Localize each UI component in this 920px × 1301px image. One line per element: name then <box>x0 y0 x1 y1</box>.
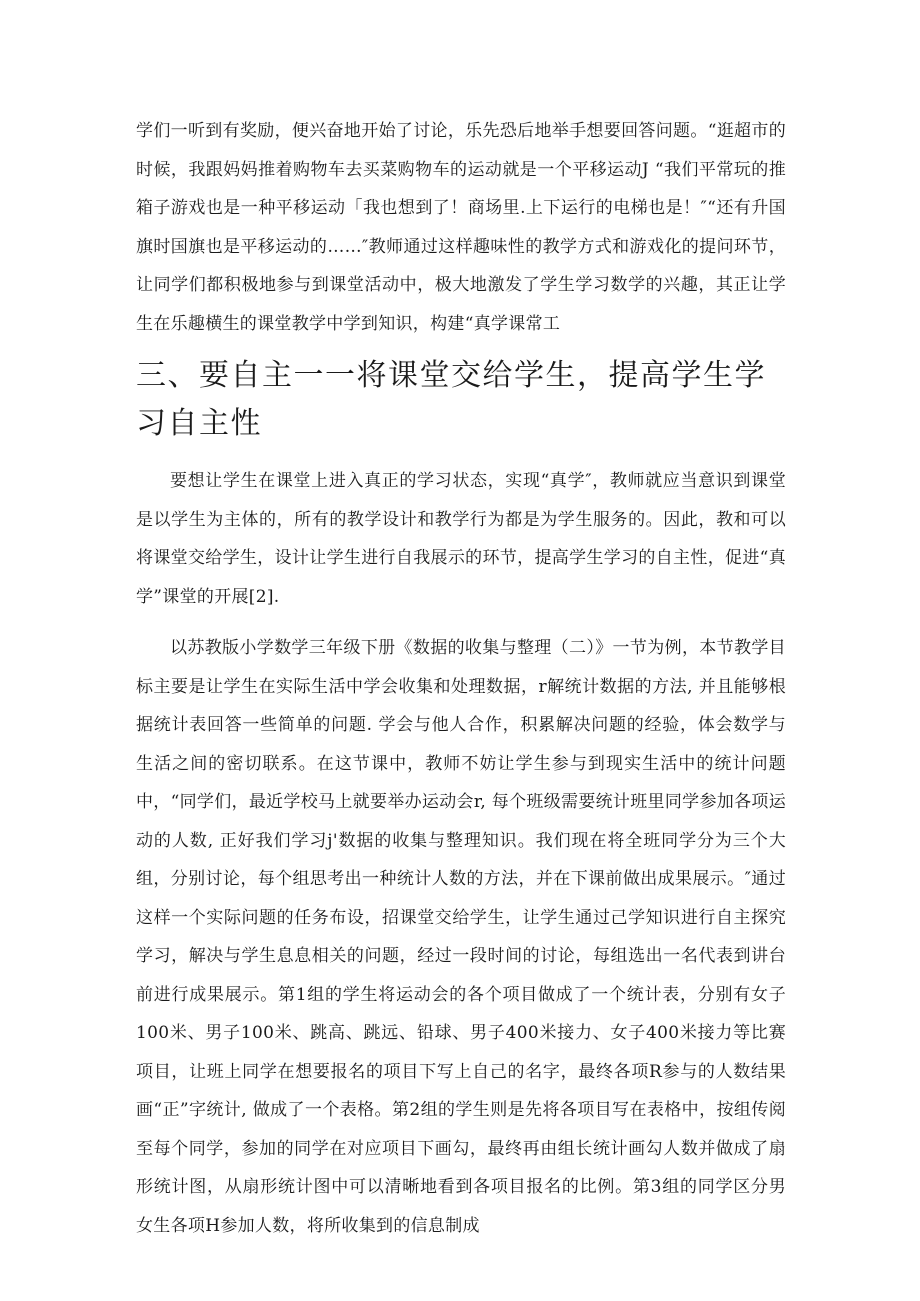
paragraph-body: 要想让学生在课堂上进入真正的学习状态，实现“真学″，教师就应当意识到课堂是以学生为主体的，所有的教学设计和教学行为都是为学生服务的。因此，教和可以将课堂交给学生，设计让学生进行自我展示的环节，提高学生学习的自主性，促进“真学”课堂的开展[2]. <box>136 471 786 607</box>
paragraph-continuation: 学们一听到有奖励，便兴奋地开始了讨论，乐先恐后地举手想要回答问题。“逛超市的时候，我跟妈妈推着购物车去买菜购物车的运动就是一个平移运动J “我们平常玩的推箱子游戏也是一种平移运动「我也想到了！商场里.上下运行的电梯也是！″“还有升国旗时国旗也是平移运动的……″教师通过这样趣味性的教学方式和游戏化的提问环节，让同学们都积极地参与到课堂活动中，极大地激发了学生学习数学的兴趣，其正让学生在乐趣横生的课堂教学中学到知识，构建“真学课常工 <box>136 121 786 334</box>
section-heading: 三、要自主一一将课堂交给学生，提高学生学习自主性 <box>136 358 766 441</box>
paragraph-example: 以苏教版小学数学三年级下册《数据的收集与整理（二）》一节为例，本节教学目标主要是让学生在实际生活中学会收集和处理数据，r解统计数据的方法, 并且能够根据统计表回答一些简单的问题. 学会与他人合作，积累解决问题的经验，体会数学与生活之间的密切联系。在这节课中，教师不妨让学生参与到现实生活中的统计问题中，“同学们，最近学校马上就要举办运动会r, 每个班级需要统计班里同学参加各项运动的人数, 正好我们学习j'数据的收集与整理知识。我们现在将全班同学分为三个大组，分别讨论，每个组思考出一种统计人数的方法，并在下课前做出成果展示。″通过这样一个实际问题的任务布设，招课堂交给学生，让学生通过己学知识进行自主探究学习，解决与学生息息相关的问题，经过一段时间的讨论，每组选出一名代表到讲台前进行成果展示。第1组的学生将运动会的各个项目做成了一个统计表，分别有女子100米、男子100米、跳高、跳远、铅球、男子400米接力、女子400米接力等比赛项目，让班上同学在想要报名的项目下写上自己的名字，最终各项R参与的人数结果画“正”字统计, 做成了一个表格。第2组的学生则是先将各项目写在表格中，按组传阅至每个同学，参加的同学在对应项目下画勾，最终再由组长统计画勾人数并做成了扇形统计图，从扇形统计图中可以清晰地看到各项目报名的比例。第3组的同学区分男女生各项H参加人数，将所收集到的信息制成 <box>136 638 786 1236</box>
